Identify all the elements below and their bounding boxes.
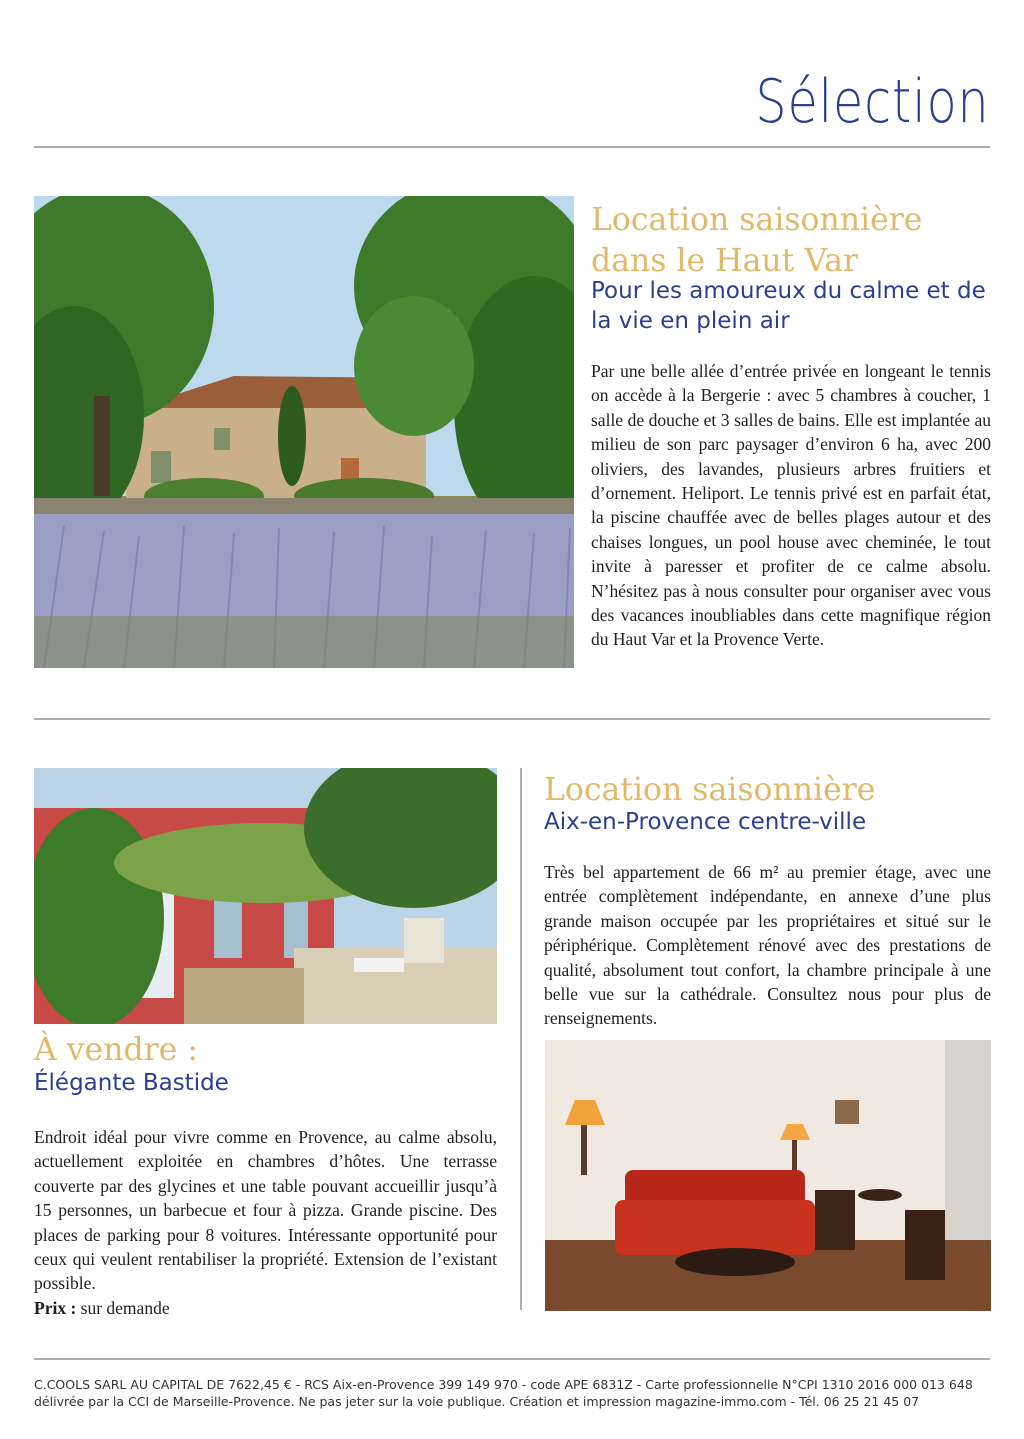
section3-title: Location saisonnière [544,772,876,808]
price-label: Prix : [34,1297,77,1318]
bastide-photo [34,768,497,1024]
section2-subtitle: Élégante Bastide [34,1070,229,1096]
section-divider [34,718,990,720]
footer-divider [34,1358,990,1360]
living-room-photo [545,1040,991,1311]
section2-body-block [34,1125,497,1320]
footer-line-2: délivrée par la CCI de Marseille-Provence. Ne pas jeter sur la voie publique. Création et impression magazine-immo.com - Tél. 06 25 21 45 07 [34,1394,920,1409]
section1-title: Location saisonnière dans le Haut Var [591,202,923,279]
footer-line-1: C.COOLS SARL AU CAPITAL DE 7622,45 € - RCS Aix-en-Provence 399 149 970 - code APE 6831Z - Carte professionnelle N°CPI 1310 2016 000 013 648 [34,1377,973,1392]
page-title: Sélection [755,67,990,137]
section1-body: Par une belle allée d’entrée privée en longeant le tennis on accède à la Bergerie : avec 5 chambres à coucher, 1 salle de douche et 3 salles de bains. Elle est implantée au milieu de son parc paysager d’environ 6 ha, avec 200 oliviers, des lavandes, plusieurs arbres fruitiers et d’ornement. Heliport. Le tennis privé est en parfait état, la piscine chauffée avec de belles plages autour et des chaises longues, un pool house avec cheminée, le tout invite à paresser et profiter de ce calme absolu. N’hésitez pas à nous consulter pour organiser avec vous des vacances inoubliables dans cette magnifique région du Haut Var et la Provence Verte. [591,361,991,650]
section3-subtitle: Aix-en-Provence centre-ville [544,809,867,835]
price-value: sur demande [80,1297,170,1318]
section2-title: À vendre : [34,1032,198,1068]
section3-body: Très bel appartement de 66 m² au premier étage, avec une entrée complètement indépendante, en annexe d’une plus grande maison occupée par les propriétaires et situé sur le périphérique. Complètement rénové avec des prestations de qualité, absolument tout confort, la chambre principale à une belle vue sur la cathédrale. Consultez nous pour plus de renseignements. [544,862,991,1029]
column-divider [520,768,522,1310]
price-line [34,1296,497,1320]
bergerie-photo [34,196,574,668]
header-divider [34,146,990,148]
section2-body: Endroit idéal pour vivre comme en Provence, au calme absolu, actuellement exploitée en chambres d’hôtes. Une terrasse couverte par des glycines et une table pouvant accueillir jusqu’à 15 personnes, un barbecue et four à pizza. Grande piscine. Des places de parking pour 8 voitures. Intéressante opportunité pour ceux qui veulent rentabiliser la propriété. Extension de l’existant possible. [34,1127,497,1294]
footer-legal [34,1376,992,1410]
section1-subtitle: Pour les amoureux du calme et de la vie en plein air [591,278,986,334]
